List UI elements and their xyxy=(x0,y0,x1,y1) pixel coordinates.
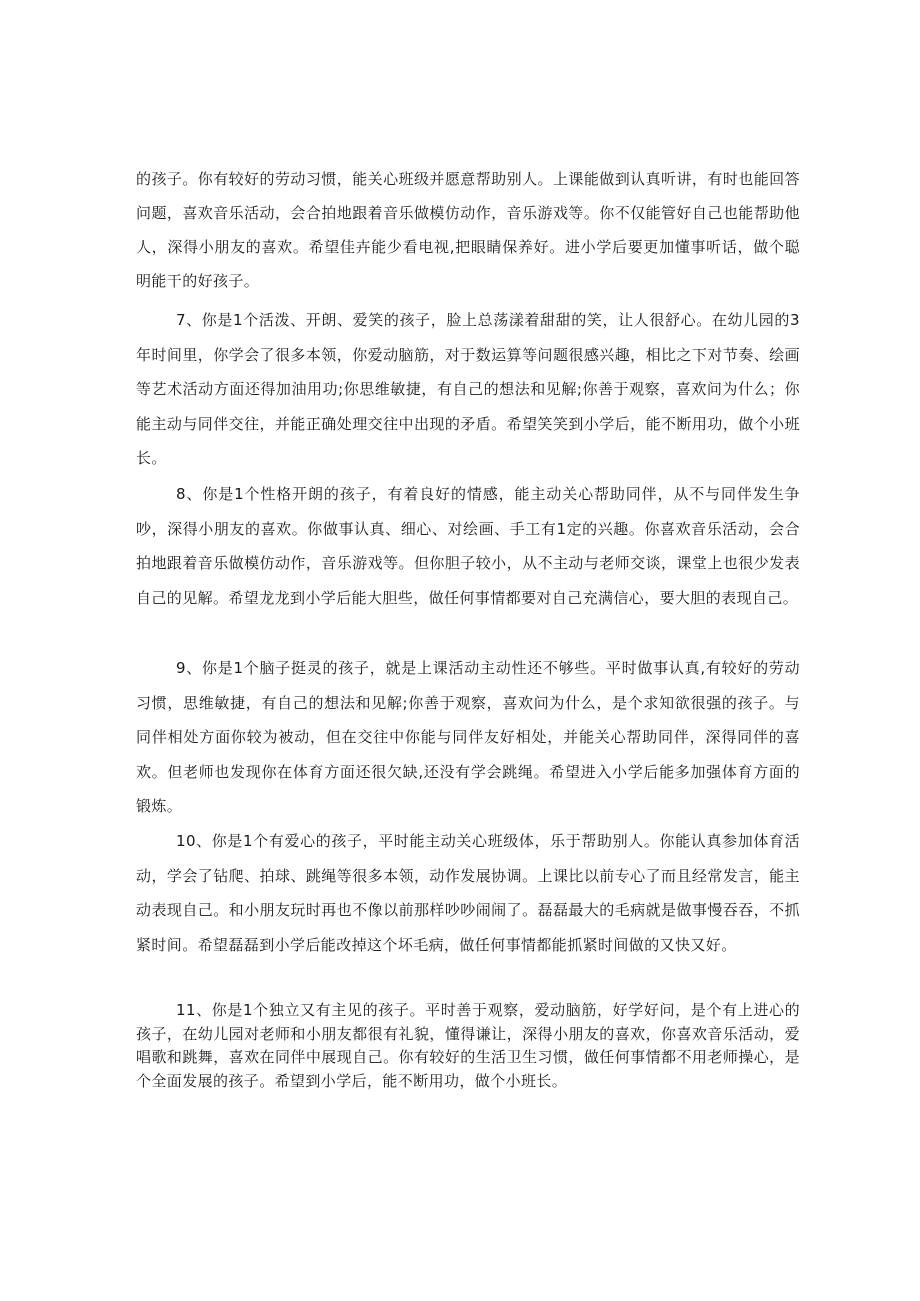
paragraph-continued: 的孩子。你有较好的劳动习惯，能关心班级并愿意帮助别人。上课能做到认真听讲，有时也能回答问题，喜欢音乐活动，会合拍地跟着音乐做模仿动作，音乐游戏等。你不仅能管好自己也能帮助他人，深得小朋友的喜欢。希望佳卉能少看电视,把眼睛保养好。进小学后要更加懂事听话，做个聪明能干的好孩子。 xyxy=(136,170,800,290)
paragraph-11: 11、你是1个独立又有主见的孩子。平时善于观察，爱动脑筋，好学好问，是个有上进心的孩子，在幼儿园对老师和小朋友都很有礼貌，懂得谦让，深得小朋友的喜欢，你喜欢音乐活动，爱唱歌和跳舞，喜欢在同伴中展现自己。你有较好的生活卫生习惯，做任何事情都不用老师操心，是个全面发展的孩子。希望到小学后，能不断用功，做个小班长。 xyxy=(136,1001,800,1090)
paragraph-10: 10、你是1个有爱心的孩子，平时能主动关心班级体，乐于帮助别人。你能认真参加体育活动，学会了钻爬、拍球、跳绳等很多本领，动作发展协调。上课比以前专心了而且经常发言，能主动表现自己。和小朋友玩时再也不像以前那样吵吵闹闹了。磊磊最大的毛病就是做事慢吞吞，不抓紧时间。希望磊磊到小学后能改掉这个坏毛病，做任何事情都能抓紧时间做的又快又好。 xyxy=(136,832,800,954)
paragraph-9: 9、你是1个脑子挺灵的孩子，就是上课活动主动性还不够些。平时做事认真,有较好的劳动习惯，思维敏捷，有自己的想法和见解;你善于观察，喜欢问为什么，是个求知欲很强的孩子。与同伴相处方面你较为被动，但在交往中你能与同伴友好相处，并能关心帮助同伴，深得同伴的喜欢。但老师也发现你在体育方面还很欠缺,还没有学会跳绳。希望进入小学后能多加强体育方面的锻炼。 xyxy=(136,659,800,815)
paragraph-8: 8、你是1个性格开朗的孩子，有着良好的情感，能主动关心帮助同伴，从不与同伴发生争吵，深得小朋友的喜欢。你做事认真、细心、对绘画、手工有1定的兴趣。你喜欢音乐活动，会合拍地跟着音乐做模仿动作，音乐游戏等。但你胆子较小，从不主动与老师交谈，课堂上也很少发表自己的见解。希望龙龙到小学后能大胆些，做任何事情都要对自己充满信心，要大胆的表现自己。 xyxy=(136,485,800,607)
paragraph-7: 7、你是1个活泼、开朗、爱笑的孩子，脸上总荡漾着甜甜的笑，让人很舒心。在幼儿园的3年时间里，你学会了很多本领，你爱动脑筋，对于数运算等问题很感兴趣，相比之下对节奏、绘画等艺术活动方面还得加油用功;你思维敏捷，有自己的想法和见解;你善于观察，喜欢问为什么；你能主动与同伴交往，并能正确处理交往中出现的矛盾。希望笑笑到小学后，能不断用功，做个小班长。 xyxy=(136,311,800,467)
